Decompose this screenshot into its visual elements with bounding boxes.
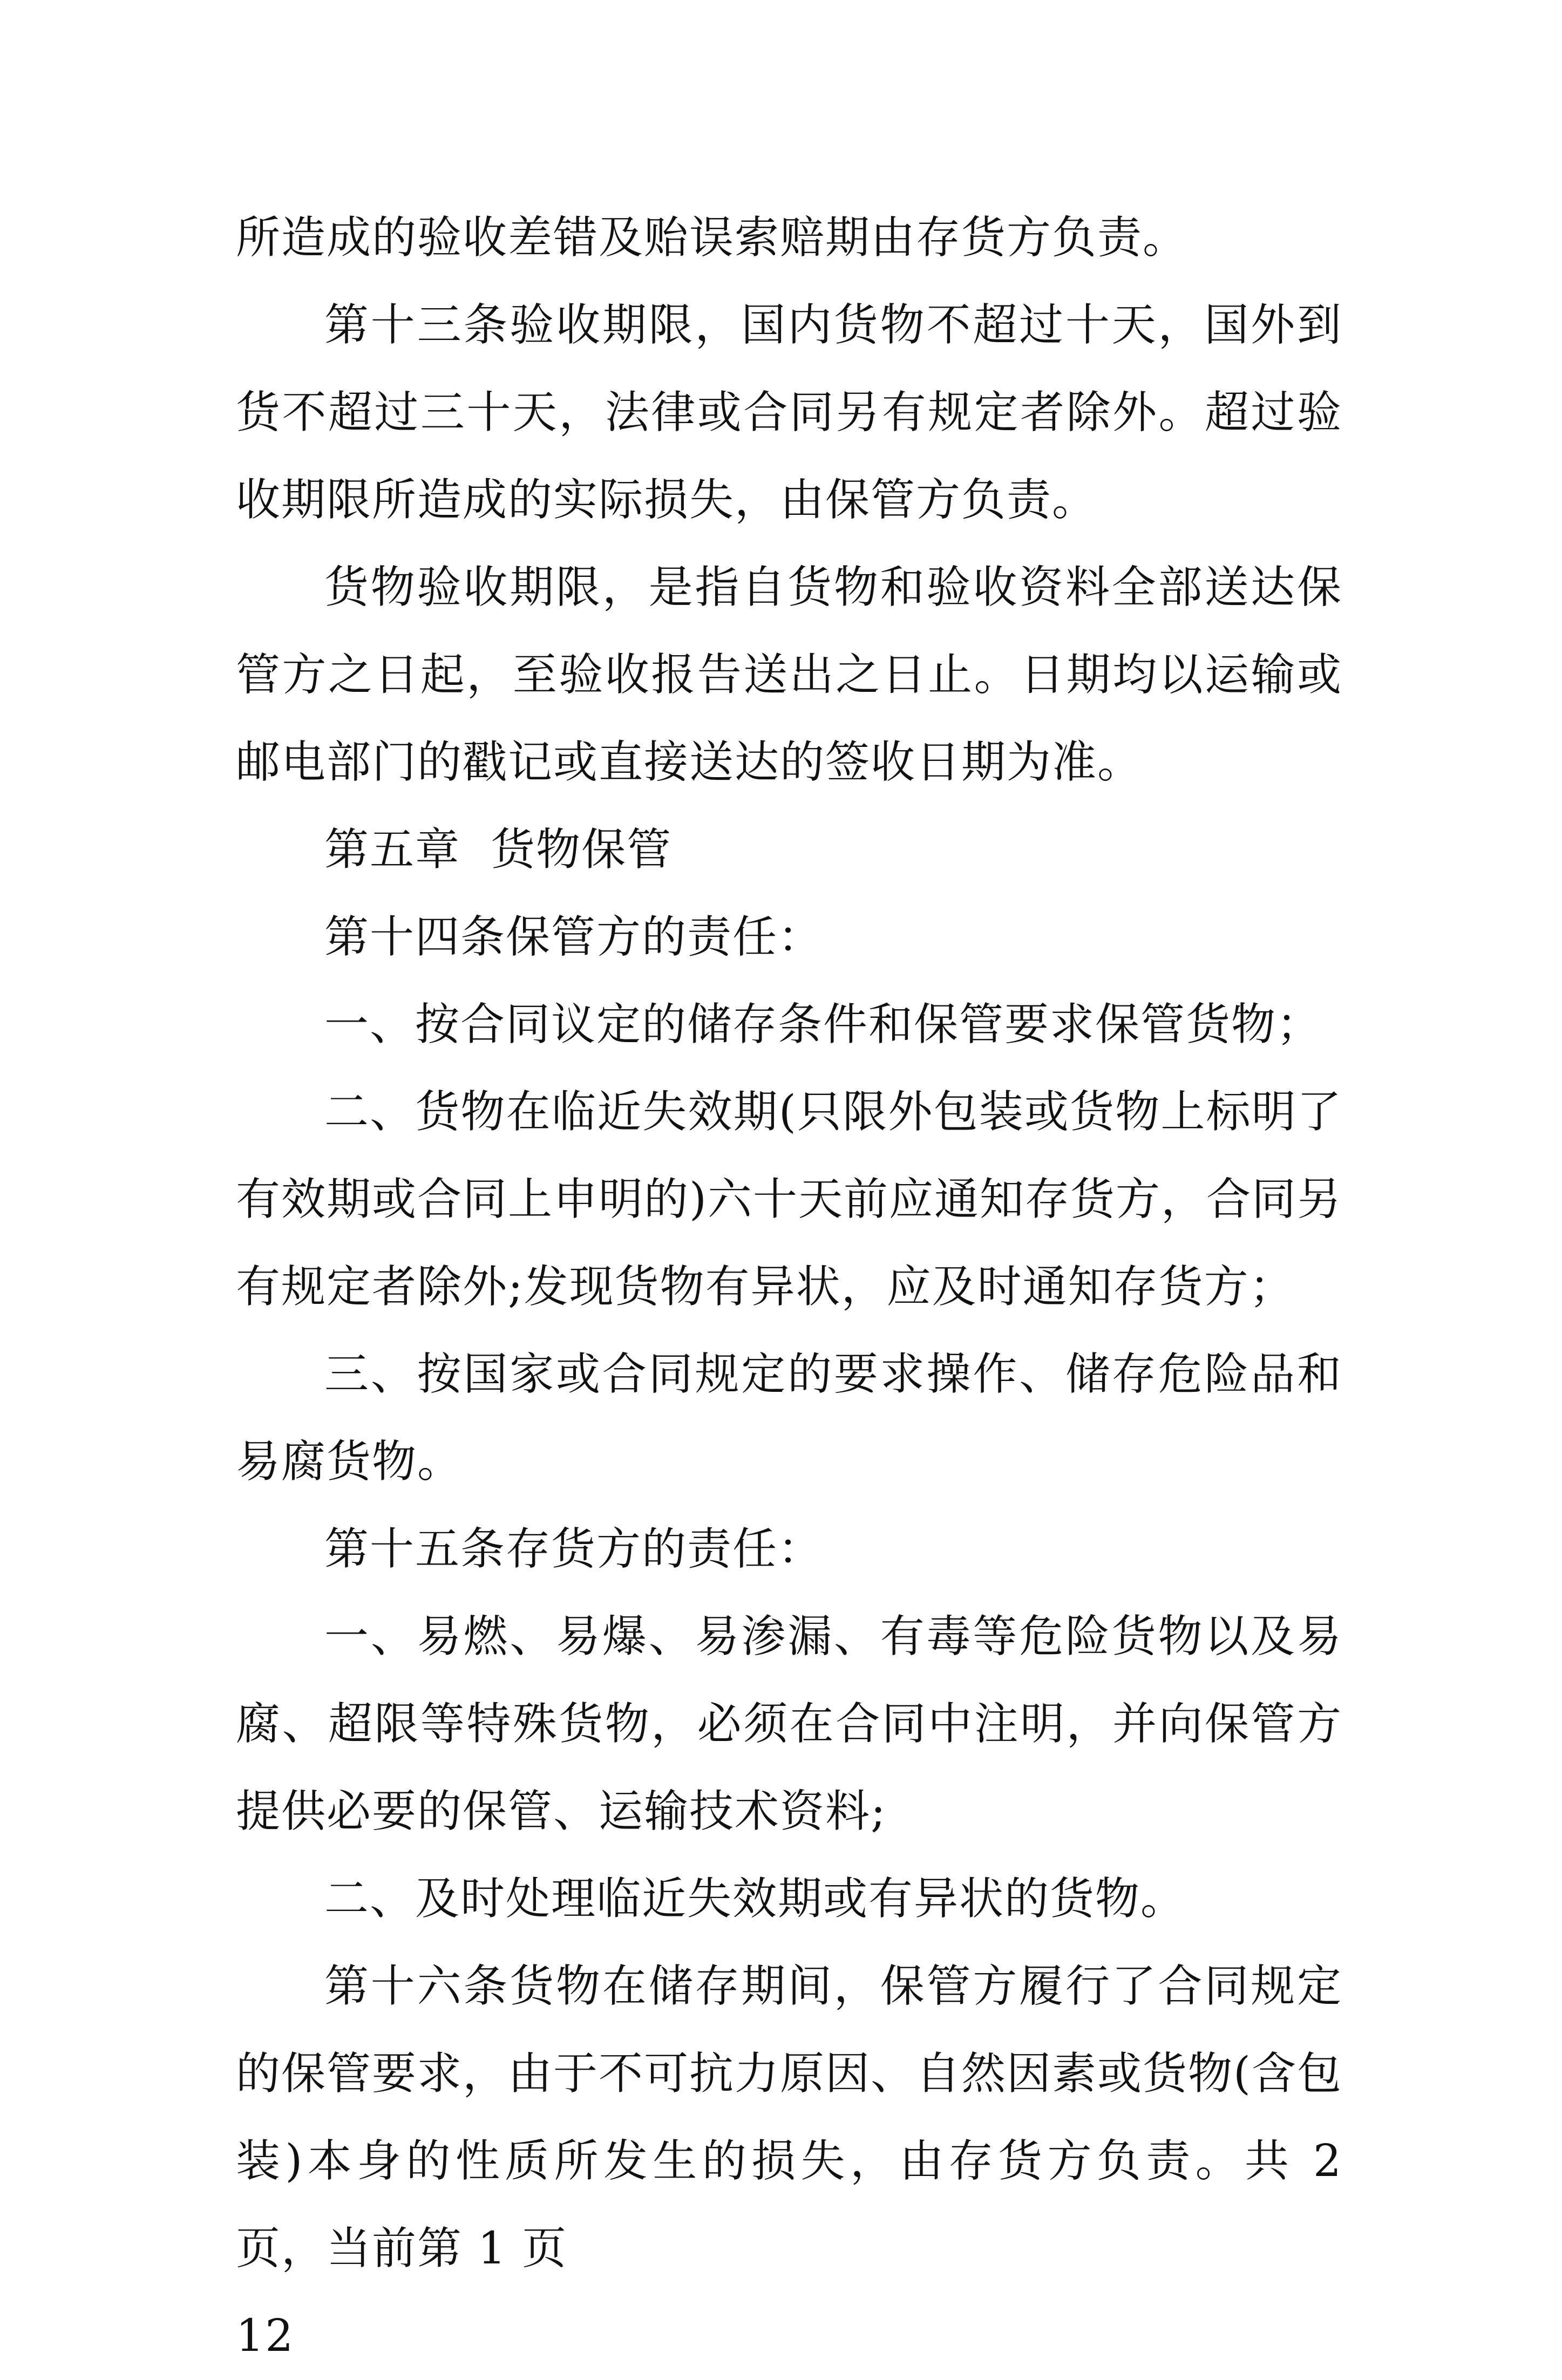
paragraph: 一、按合同议定的储存条件和保管要求保管货物； — [324, 999, 1322, 1050]
paragraph: 第十六条货物在储存期间，保管方履行了合同规定的保管要求，由于不可抗力原因、自然因素或货物(含包装)本身的性质所发生的损失，由存货方负责。共 2 页，当前第 1 页 — [236, 1961, 1342, 2274]
chapter-heading: 第五章 货物保管 — [324, 824, 673, 875]
paragraph: 第十四条保管方的责任： — [324, 912, 824, 963]
paragraph: 货物验收期限，是指自货物和验收资料全部送达保管方之日起，至验收报告送出之日止。日期均以运输或邮电部门的戳记或直接送达的签收日期为准。 — [236, 562, 1342, 788]
paragraph: 二、及时处理临近失效期或有异状的货物。 — [324, 1873, 1186, 1925]
paragraph: 一、易燃、易爆、易渗漏、有毒等危险货物以及易腐、超限等特殊货物，必须在合同中注明，并向保管方提供必要的保管、运输技术资料; — [236, 1611, 1342, 1837]
page-number: 12 — [236, 2310, 295, 2362]
paragraph: 二、货物在临近失效期(只限外包装或货物上标明了有效期或合同上申明的)六十天前应通知存货方，合同另有规定者除外;发现货物有异状，应及时通知存货方； — [236, 1086, 1342, 1313]
paragraph: 第十三条验收期限，国内货物不超过十天，国外到货不超过三十天，法律或合同另有规定者除外。超过验收期限所造成的实际损失，由保管方负责。 — [236, 300, 1342, 526]
paragraph: 第十五条存货方的责任： — [324, 1524, 824, 1575]
paragraph: 三、按国家或合同规定的要求操作、储存危险品和易腐货物。 — [236, 1349, 1342, 1487]
paragraph: 所造成的验收差错及贻误索赔期由存货方负责。 — [236, 212, 1189, 263]
document-body — [236, 194, 1342, 2380]
